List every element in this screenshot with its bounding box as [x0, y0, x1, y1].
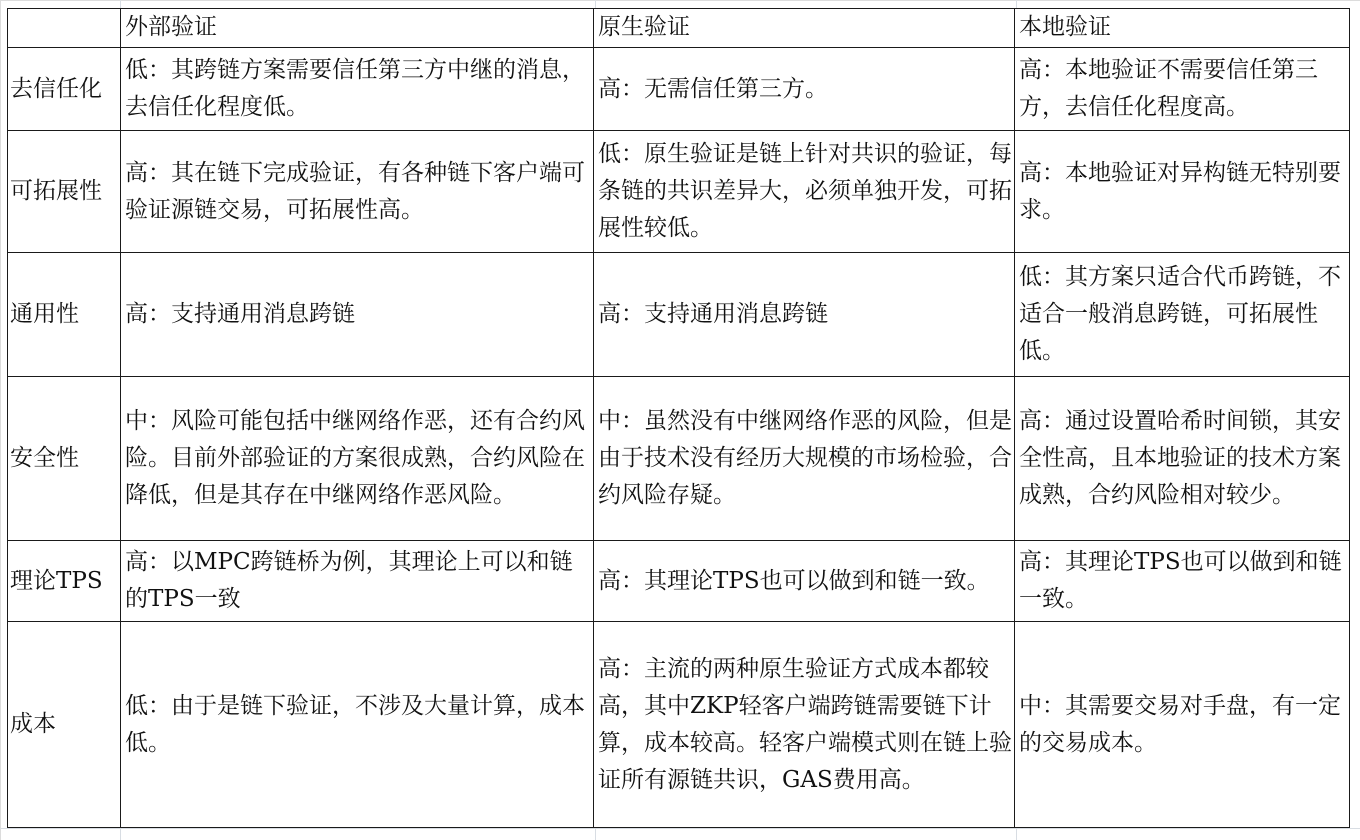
cell-local-trustlessness[interactable]: 高：本地验证不需要信任第三方，去信任化程度高。: [1015, 48, 1350, 131]
cell-external-security[interactable]: 中：风险可能包括中继网络作恶，还有合约风险。目前外部验证的方案很成熟，合约风险在降低，但是其存在中继网络作恶风险。: [121, 377, 594, 541]
comparison-table: [7, 8, 1350, 828]
cell-external-cost[interactable]: 低：由于是链下验证，不涉及大量计算，成本低。: [121, 622, 594, 828]
row-label-cost[interactable]: 成本: [8, 622, 121, 828]
header-native-verification[interactable]: 原生验证: [594, 9, 1015, 48]
cell-native-cost[interactable]: 高：主流的两种原生验证方式成本都较高，其中ZKP轻客户端跨链需要链下计算，成本较高。轻客户端模式则在链上验证所有源链共识，GAS费用高。: [594, 622, 1015, 828]
cell-native-security[interactable]: 中：虽然没有中继网络作恶的风险，但是由于技术没有经历大规模的市场检验，合约风险存疑。: [594, 377, 1015, 541]
cell-local-tps[interactable]: 高：其理论TPS也可以做到和链一致。: [1015, 541, 1350, 622]
header-row: [8, 9, 1350, 48]
cell-local-scalability[interactable]: 高：本地验证对异构链无特别要求。: [1015, 131, 1350, 253]
table-row-generality: [8, 253, 1350, 377]
table-row-security: [8, 377, 1350, 541]
grid-line: [0, 828, 1360, 829]
header-local-verification[interactable]: 本地验证: [1015, 9, 1350, 48]
table-row-scalability: [8, 131, 1350, 253]
row-label-theoretical-tps[interactable]: 理论TPS: [8, 541, 121, 622]
row-label-trustlessness[interactable]: 去信任化: [8, 48, 121, 131]
cell-external-trustlessness[interactable]: 低：其跨链方案需要信任第三方中继的消息，去信任化程度低。: [121, 48, 594, 131]
cell-native-generality[interactable]: 高：支持通用消息跨链: [594, 253, 1015, 377]
cell-native-tps[interactable]: 高：其理论TPS也可以做到和链一致。: [594, 541, 1015, 622]
cell-local-security[interactable]: 高：通过设置哈希时间锁，其安全性高，且本地验证的技术方案成熟，合约风险相对较少。: [1015, 377, 1350, 541]
cell-native-scalability[interactable]: 低：原生验证是链上针对共识的验证，每条链的共识差异大，必须单独开发，可拓展性较低。: [594, 131, 1015, 253]
cell-native-trustlessness[interactable]: 高：无需信任第三方。: [594, 48, 1015, 131]
table-row-theoretical-tps: [8, 541, 1350, 622]
table-row-cost: [8, 622, 1350, 828]
cell-external-generality[interactable]: 高：支持通用消息跨链: [121, 253, 594, 377]
cell-external-tps[interactable]: 高：以MPC跨链桥为例，其理论上可以和链的TPS一致: [121, 541, 594, 622]
row-label-generality[interactable]: 通用性: [8, 253, 121, 377]
row-label-scalability[interactable]: 可拓展性: [8, 131, 121, 253]
row-label-security[interactable]: 安全性: [8, 377, 121, 541]
corner-cell[interactable]: [8, 9, 121, 48]
cell-local-cost[interactable]: 中：其需要交易对手盘，有一定的交易成本。: [1015, 622, 1350, 828]
header-external-verification[interactable]: 外部验证: [121, 9, 594, 48]
cell-external-scalability[interactable]: 高：其在链下完成验证，有各种链下客户端可验证源链交易，可拓展性高。: [121, 131, 594, 253]
cell-local-generality[interactable]: 低：其方案只适合代币跨链，不适合一般消息跨链，可拓展性低。: [1015, 253, 1350, 377]
table-row-trustlessness: [8, 48, 1350, 131]
